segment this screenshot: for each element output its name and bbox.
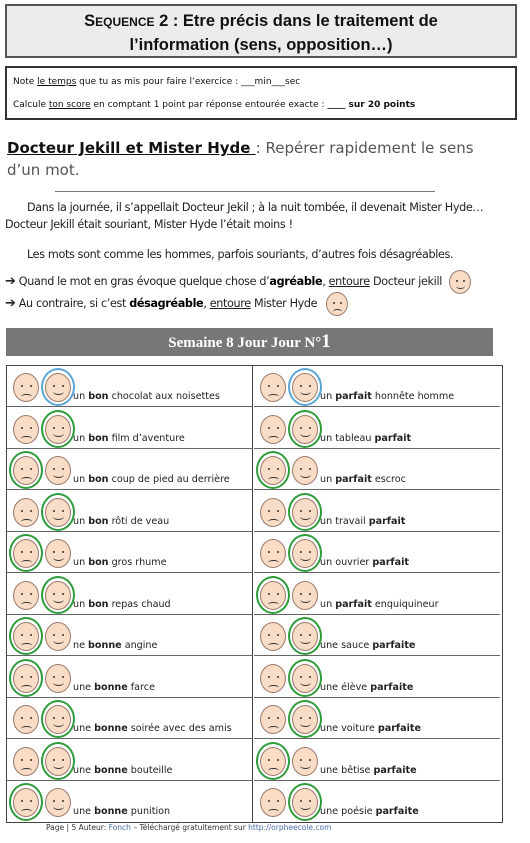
docteur-jekill-smile-face-icon[interactable] (292, 581, 318, 610)
bon-row (7, 615, 252, 656)
phrase-text: rôti de veau (108, 515, 170, 527)
phrase-text: une sauce (320, 640, 373, 651)
phrase-text: un (73, 515, 89, 527)
phrase-text: une élève (320, 681, 371, 693)
phrase-text: une bêtise (320, 764, 374, 776)
parfait-phrase (320, 474, 406, 485)
phrase-bold-word: bonne (94, 764, 128, 776)
banner-text: Semaine 8 Jour Jour N° (168, 335, 322, 351)
parfait-phrase (320, 391, 454, 402)
rule2-text-c: Mister Hyde (250, 297, 318, 310)
answer-circle (288, 617, 322, 655)
parfait-row (254, 781, 500, 822)
phrase-text: angine (121, 640, 158, 651)
mister-hyde-sad-face-icon[interactable] (260, 373, 286, 402)
mister-hyde-sad-face-icon[interactable] (13, 415, 39, 444)
mister-hyde-sad-face-icon[interactable] (13, 498, 39, 527)
answer-circle (41, 576, 75, 614)
bon-phrase (73, 682, 155, 693)
phrase-text: soirée avec des amis (127, 723, 232, 734)
bon-row (7, 449, 252, 490)
answer-circle (41, 410, 75, 448)
parfait-phrase (320, 806, 419, 817)
bon-row (7, 657, 252, 698)
docteur-jekill-smile-face-icon[interactable] (45, 622, 71, 651)
exercise-title (7, 137, 507, 181)
phrase-bold-word: parfait (372, 557, 409, 568)
bon-row (7, 532, 252, 573)
parfait-column (254, 366, 500, 822)
parfait-phrase (320, 433, 411, 444)
answer-circle (288, 410, 322, 448)
bon-phrase (73, 765, 172, 776)
answer-circle (9, 659, 43, 697)
rule2-underlined: entoure (209, 297, 251, 310)
phrase-bold-word: bon (88, 432, 109, 444)
banner-number: 1 (321, 331, 331, 352)
phrase-text: un (320, 598, 336, 610)
rule2-text-a: Au contraire, si c’est (15, 297, 130, 310)
bon-row (7, 698, 252, 739)
rule1-text-b: , (322, 275, 329, 288)
phrase-text: un ouvrier (320, 557, 373, 568)
phrase-bold-word: parfait (335, 474, 372, 485)
phrase-text: un tableau (320, 432, 375, 444)
rule1-bold: agréable (269, 275, 323, 288)
header-line-2: l’information (sens, opposition…) (129, 36, 393, 54)
phrase-text: ne (73, 640, 89, 651)
parfait-row (254, 449, 500, 490)
phrase-text: une poésie (320, 806, 376, 817)
bon-row (7, 408, 252, 449)
mister-hyde-sad-face-icon[interactable] (13, 705, 39, 734)
answer-circle (9, 451, 43, 489)
phrase-text: chocolat aux noisettes (108, 391, 220, 402)
mister-hyde-sad-face-icon[interactable] (260, 705, 286, 734)
docteur-jekill-smile-face-icon[interactable] (292, 747, 318, 776)
title-main: Docteur Jekill et Mister Hyde (7, 139, 256, 157)
parfait-phrase (320, 682, 413, 693)
answer-circle (41, 700, 75, 738)
phrase-text: repas chaud (108, 598, 171, 610)
answer-circle (9, 534, 43, 572)
rule2-text-b: , (203, 297, 210, 310)
phrase-text: enquiquineur (371, 598, 439, 610)
docteur-jekill-smile-face-icon[interactable] (292, 456, 318, 485)
phrase-bold-word: bonne (88, 640, 122, 651)
scoring-box (5, 66, 517, 120)
bon-phrase (73, 474, 230, 485)
phrase-text: un (320, 391, 336, 402)
phrase-text: farce (127, 681, 155, 693)
phrase-text: une (73, 764, 95, 776)
bon-phrase (73, 391, 220, 402)
mister-hyde-sad-face-icon[interactable] (260, 415, 286, 444)
parfait-row (254, 740, 500, 781)
phrase-bold-word: bonne (94, 806, 128, 817)
parfait-row (254, 657, 500, 698)
phrase-bold-word: bonne (94, 681, 128, 693)
rule1-text-c: Docteur jekill (369, 275, 442, 288)
bon-row (7, 491, 252, 532)
answer-circle (9, 783, 43, 821)
phrase-text: un (73, 557, 89, 568)
time-text-b: que tu as mis pour faire l’exercice : ___min___sec (76, 77, 301, 87)
score-text-a: Calcule (13, 100, 49, 110)
story-paragraph: Dans la journée, il s’appellait Docteur Jekil ; à la nuit tombée, il devenait Mister Hyde… Docteur Jekill était souriant, Mister Hyde l’était moins ! (5, 201, 484, 231)
phrase-text: une (73, 806, 95, 817)
answer-circle (41, 493, 75, 531)
phrase-bold-word: parfait (335, 598, 372, 610)
sequence-header (5, 4, 517, 58)
title-instruction: : Repérer rapidement le sens d’un mot. (7, 139, 474, 179)
phrase-text: escroc (371, 474, 406, 485)
parfait-phrase (320, 723, 421, 734)
parfait-phrase (320, 599, 439, 610)
answer-circle (288, 534, 322, 572)
phrase-text: punition (127, 806, 171, 817)
answer-circle (288, 659, 322, 697)
sequence-subject: : Etre précis dans le traitement de (168, 12, 438, 30)
answer-circle (288, 368, 322, 406)
phrase-bold-word: bonne (94, 723, 128, 734)
footer-text: – Téléchargé gratuitement sur (130, 823, 249, 832)
rule-agreeable (5, 270, 515, 294)
parfait-phrase (320, 557, 409, 568)
parfait-row (254, 532, 500, 573)
mister-hyde-sad-face-icon[interactable] (260, 539, 286, 568)
bon-row (7, 740, 252, 781)
bon-phrase (73, 806, 170, 817)
parfait-row (254, 574, 500, 615)
rule2-bold: désagréable (129, 297, 204, 310)
author-label: Auteur: (78, 823, 109, 832)
docteur-jekill-smile-face-icon[interactable] (45, 664, 71, 693)
parfait-row (254, 491, 500, 532)
phrase-bold-word: bon (88, 391, 109, 402)
score-total: ____ sur 20 points (327, 100, 416, 110)
author-name: Fonch (108, 823, 131, 832)
phrase-bold-word: parfait (368, 515, 406, 527)
score-text-underlined: ton score (48, 100, 91, 110)
answer-circle (256, 742, 290, 780)
time-text-underlined: le temps (37, 77, 77, 87)
page-footer (46, 823, 331, 832)
phrase-bold-word: bon (88, 598, 109, 610)
parfait-phrase (320, 765, 417, 776)
mister-hyde-sad-face-icon[interactable] (13, 747, 39, 776)
footer-link[interactable]: http://orpheecole.com (248, 823, 332, 832)
sequence-label: Sequence 2 (84, 12, 169, 30)
bon-phrase (73, 640, 157, 651)
divider (55, 191, 435, 192)
phrase-bold-word: parfaite (372, 640, 416, 651)
phrase-text: une (73, 681, 95, 693)
phrase-text: gros rhume (108, 557, 167, 568)
phrase-text: un travail (320, 515, 369, 527)
phrase-bold-word: parfait (335, 391, 372, 402)
mister-hyde-sad-face-icon[interactable] (260, 622, 286, 651)
parfait-row (254, 615, 500, 656)
answer-circle (288, 783, 322, 821)
mister-hyde-sad-face-icon[interactable] (260, 788, 286, 817)
phrase-text: un (320, 474, 336, 485)
bon-phrase (73, 516, 169, 527)
time-text-a: Note (13, 77, 38, 87)
rule1-underlined: entoure (328, 275, 370, 288)
rule1-text-a: Quand le mot en gras évoque quelque chose d’ (15, 275, 270, 288)
mister-hyde-sad-face-icon[interactable] (260, 498, 286, 527)
mister-hyde-sad-face-icon[interactable] (13, 373, 39, 402)
answer-circle (288, 493, 322, 531)
answer-circle (41, 742, 75, 780)
mister-hyde-sad-face-icon[interactable] (13, 581, 39, 610)
parfait-phrase (320, 640, 415, 651)
bon-phrase (73, 433, 185, 444)
phrase-bold-word: bon (88, 515, 109, 527)
answer-circle (288, 700, 322, 738)
story-summary: Les mots sont comme les hommes, parfois souriants, d’autres fois désagréables. (27, 248, 454, 261)
bon-phrase (73, 557, 167, 568)
phrase-text: coup de pied au derrière (108, 474, 230, 485)
arrow-icon: ➔ (5, 296, 16, 311)
phrase-bold-word: parfaite (375, 806, 419, 817)
day-banner (6, 328, 493, 356)
time-line (13, 76, 509, 88)
bon-phrase (73, 723, 232, 734)
phrase-text: un (73, 391, 89, 402)
sad-face-icon (326, 292, 348, 316)
page-number: Page | 5 (46, 823, 79, 832)
score-text-b: en comptant 1 point par réponse entourée exacte : (90, 100, 328, 110)
phrase-text: une voiture (320, 723, 378, 734)
parfait-phrase (320, 516, 405, 527)
bon-row (7, 781, 252, 822)
arrow-icon: ➔ (5, 274, 16, 289)
parfait-row (254, 408, 500, 449)
phrase-text: un (73, 598, 89, 610)
exercise-grid (6, 365, 503, 823)
docteur-jekill-smile-face-icon[interactable] (45, 456, 71, 485)
phrase-text: un (73, 432, 89, 444)
score-line (13, 99, 509, 111)
smiling-face-icon (449, 270, 471, 294)
phrase-bold-word: parfaite (370, 681, 414, 693)
parfait-row (254, 698, 500, 739)
docteur-jekill-smile-face-icon[interactable] (45, 539, 71, 568)
phrase-text: honnête homme (371, 391, 455, 402)
bon-phrase (73, 599, 171, 610)
answer-circle (256, 451, 290, 489)
mister-hyde-sad-face-icon[interactable] (260, 664, 286, 693)
phrase-bold-word: bon (88, 557, 109, 568)
phrase-bold-word: parfait (374, 432, 412, 444)
phrase-text: une (73, 723, 95, 734)
phrase-bold-word: parfaite (373, 764, 417, 776)
phrase-text: bouteille (127, 764, 173, 776)
bon-row (7, 574, 252, 615)
docteur-jekill-smile-face-icon[interactable] (45, 788, 71, 817)
rule-disagreeable (5, 292, 515, 316)
header-line-1 (7, 9, 515, 33)
answer-circle (9, 617, 43, 655)
phrase-bold-word: bon (88, 474, 109, 485)
answer-circle (256, 576, 290, 614)
bon-column (7, 366, 253, 822)
phrase-bold-word: parfaite (377, 723, 421, 734)
parfait-row (254, 366, 500, 407)
phrase-text: film d’aventure (108, 432, 185, 444)
phrase-text: un (73, 474, 89, 485)
answer-circle (41, 368, 75, 406)
bon-row (7, 366, 252, 407)
